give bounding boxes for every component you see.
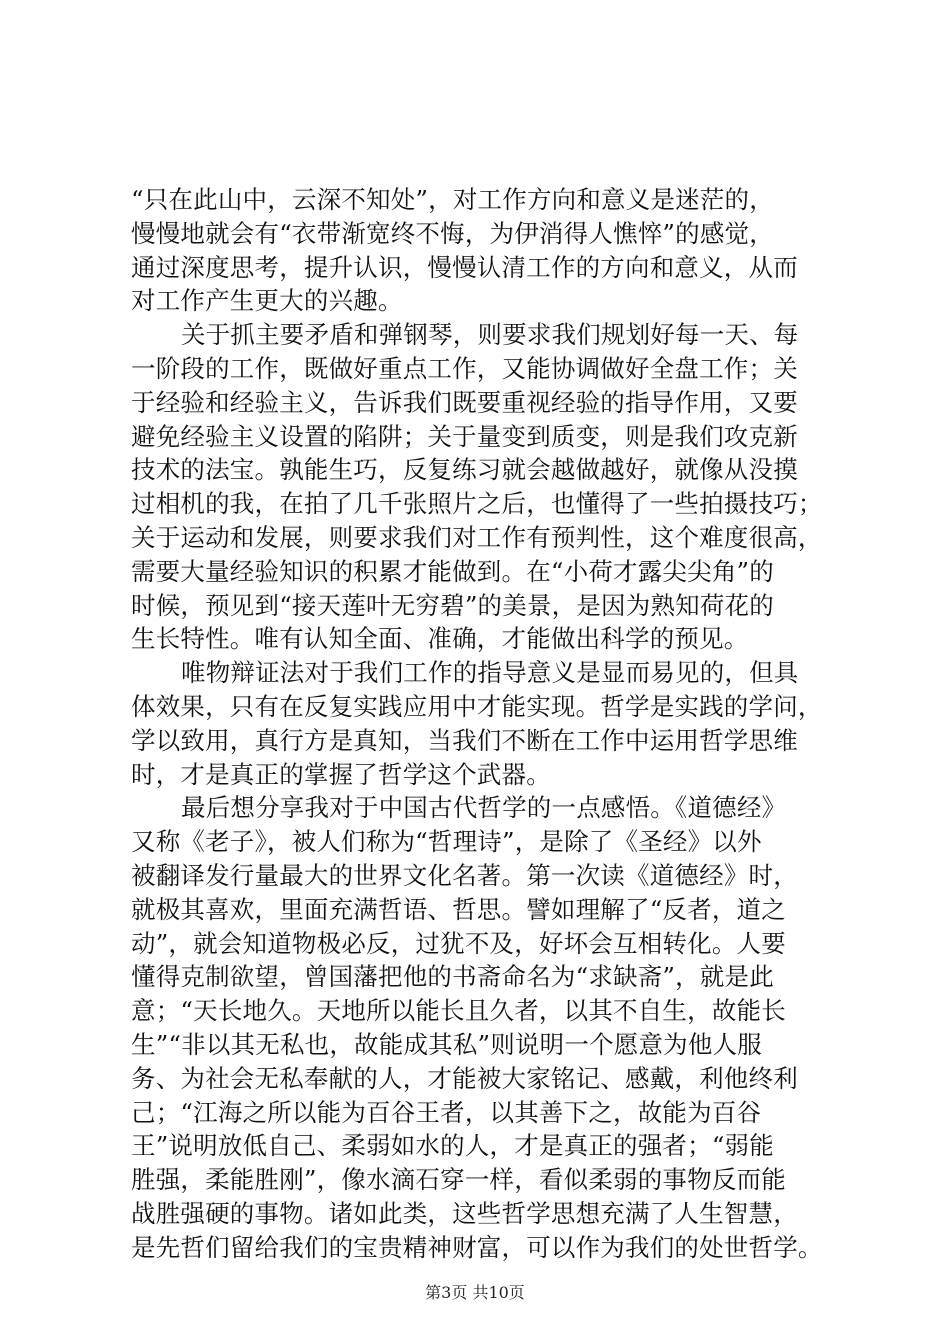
- text-line: 于经验和经验主义，告诉我们既要重视经验的指导作用，又要: [131, 387, 798, 417]
- text-line: 懂得克制欲望，曾国藩把他的书斋命名为“求缺斋”，就是此: [131, 962, 774, 992]
- text-line: 学以致用，真行方是真知，当我们不断在工作中运用哲学思维: [131, 725, 798, 755]
- text-line: 就极其喜欢，里面充满哲语、哲思。譬如理解了“反者，道之: [131, 894, 786, 924]
- text-line: 避免经验主义设置的陷阱；关于量变到质变，则是我们攻克新: [131, 421, 798, 451]
- text-line: 过相机的我，在拍了几千张照片之后，也懂得了一些拍摄技巧；: [131, 489, 823, 519]
- page-number-footer: 第3页 共10页: [425, 1283, 525, 1302]
- text-line: 生长特性。唯有认知全面、准确，才能做出科学的预见。: [131, 624, 749, 654]
- text-line: 一阶段的工作，既做好重点工作，又能协调做好全盘工作；关: [131, 353, 798, 383]
- text-line: 时，才是真正的掌握了哲学这个武器。: [131, 759, 551, 789]
- text-line: 是先哲们留给我们的宝贵精神财富，可以作为我们的处世哲学。: [131, 1232, 823, 1262]
- text-line: 对工作产生更大的兴趣。: [131, 286, 403, 316]
- text-line: 慢慢地就会有“衣带渐宽终不悔，为伊消得人憔悴”的感觉，: [131, 218, 774, 248]
- text-line: 需要大量经验知识的积累才能做到。在“小荷才露尖尖角”的: [131, 556, 774, 586]
- text-line: 时候，预见到“接天莲叶无穷碧”的美景，是因为熟知荷花的: [131, 590, 774, 620]
- text-line: 体效果，只有在反复实践应用中才能实现。哲学是实践的学问，: [131, 691, 823, 721]
- text-line: 又称《老子》，被人们称为“哲理诗”，是除了《圣经》以外: [131, 827, 762, 857]
- text-line: 动”，就会知道物极必反，过犹不及，好坏会互相转化。人要: [131, 928, 786, 958]
- text-line: 王”说明放低自己、柔弱如水的人，才是真正的强者；“弱能: [131, 1131, 774, 1161]
- paragraph-start-line: 最后想分享我对于中国古代哲学的一点感悟。《道德经》: [181, 793, 787, 823]
- paragraph-start-line: 唯物辩证法对于我们工作的指导意义是显而易见的，但具: [181, 658, 799, 688]
- text-line: 技术的法宝。孰能生巧，反复练习就会越做越好，就像从没摸: [131, 455, 798, 485]
- text-line: 关于运动和发展，则要求我们对工作有预判性，这个难度很高，: [131, 522, 823, 552]
- text-line: 被翻译发行量最大的世界文化名著。第一次读《道德经》时，: [131, 860, 798, 890]
- text-line: 务、为社会无私奉献的人，才能被大家铭记、感戴，利他终利: [131, 1063, 798, 1093]
- text-line: 意；“天长地久。天地所以能长且久者，以其不自生，故能长: [131, 996, 786, 1026]
- body-text: [131, 183, 841, 1265]
- text-line: 战胜强硬的事物。诸如此类，这些哲学思想充满了人生智慧，: [131, 1198, 798, 1228]
- text-line: 生”“非以其无私也，故能成其私”则说明一个愿意为他人服: [131, 1029, 762, 1059]
- text-line: 通过深度思考，提升认识，慢慢认清工作的方向和意义，从而: [131, 252, 798, 282]
- text-line: 胜强，柔能胜刚”，像水滴石穿一样，看似柔弱的事物反而能: [131, 1165, 786, 1195]
- text-line: “只在此山中，云深不知处”，对工作方向和意义是迷茫的，: [131, 185, 774, 214]
- text-line: 己；“江海之所以能为百谷王者，以其善下之，故能为百谷: [131, 1097, 762, 1127]
- paragraph-start-line: 关于抓主要矛盾和弹钢琴，则要求我们规划好每一天、每: [181, 320, 799, 350]
